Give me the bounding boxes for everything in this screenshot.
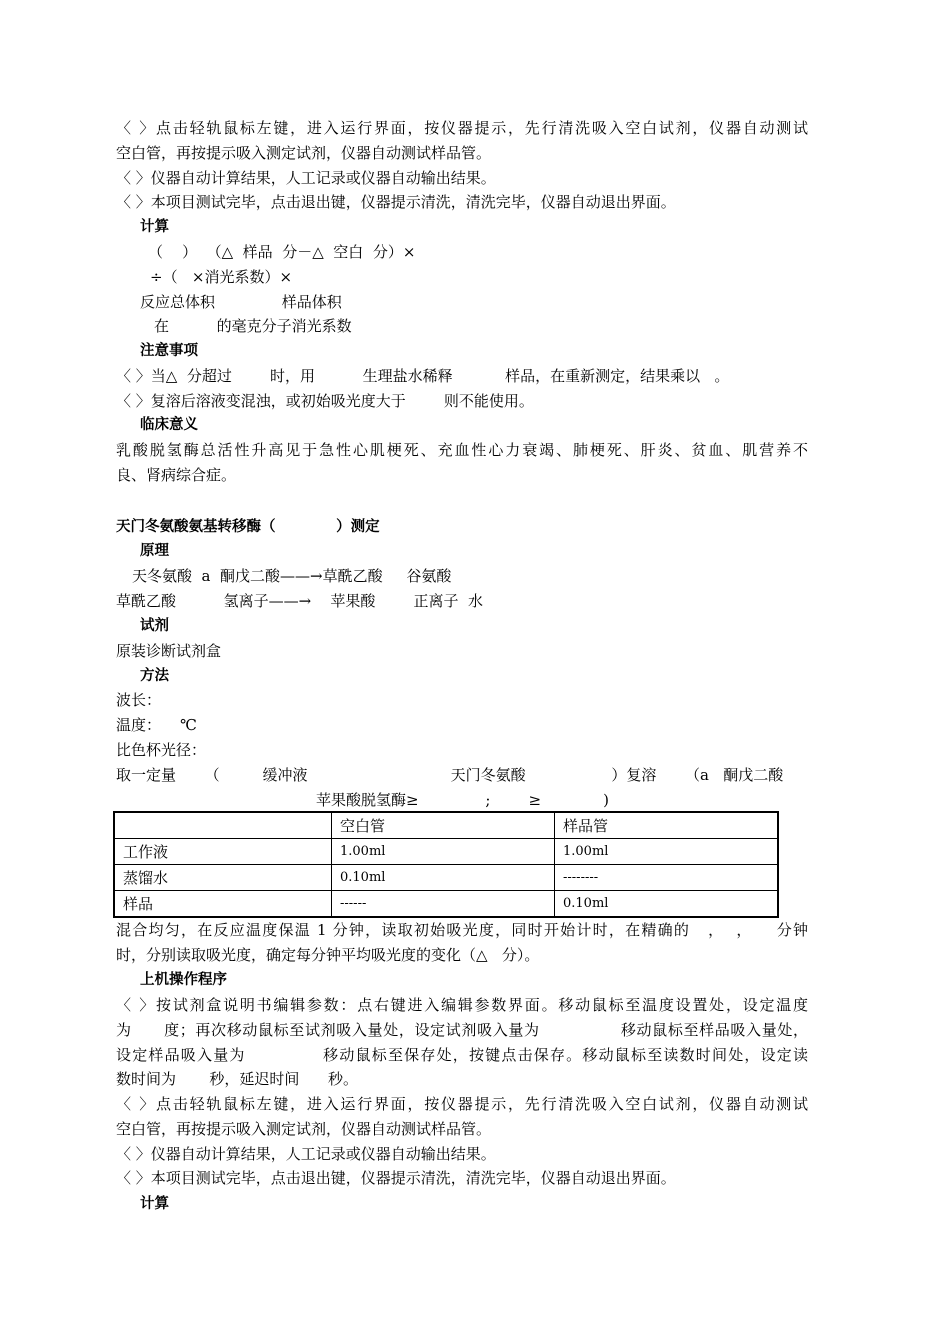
calc-heading-2: 计算 [140, 1196, 169, 1212]
table-cell: ------ [332, 891, 555, 918]
op-line-4: 〈 〉本项目测试完毕，点击退出键，仪器提示清洗，清洗完毕，仪器自动退出界面。 [116, 193, 676, 211]
table-header-cell: 样品管 [555, 812, 779, 839]
pipetting-table [113, 811, 779, 918]
table-cell: 0.10ml [332, 865, 555, 891]
section-title: 天门冬氨酸氨基转移酶（ ）测定 [116, 519, 380, 535]
table-cell: 样品 [114, 891, 332, 918]
clinical-heading: 临床意义 [140, 417, 198, 433]
program-line-3: 设定样品吸入量为 移动鼠标至保存处，按键点击保存。移动鼠标至读数时间处，设定读 [116, 1046, 808, 1064]
method-reconstitute: 取一定量 （ 缓冲液 天门冬氨酸 ）复溶 （a 酮戊二酸 [116, 766, 784, 784]
principle-heading: 原理 [140, 543, 169, 559]
calc-line-3: 反应总体积 样品体积 [140, 293, 342, 311]
table-row [114, 839, 778, 865]
table-row [114, 891, 778, 918]
program-line-7: 〈 〉仪器自动计算结果，人工记录或仪器自动输出结果。 [116, 1145, 496, 1163]
method-wavelength: 波长： [116, 691, 162, 709]
calc-line-4: 在 的毫克分子消光系数 [154, 317, 352, 335]
notes-line-2: 〈 〉复溶后溶液变混浊，或初始吸光度大于 则不能使用。 [116, 392, 534, 410]
clinical-line-1: 乳酸脱氢酶总活性升高见于急性心肌梗死、充血性心力衰竭、肺梗死、肝炎、贫血、肌营养不 [116, 441, 808, 459]
table-header-cell [114, 812, 332, 839]
calc-heading: 计算 [140, 219, 169, 235]
notes-heading: 注意事项 [140, 343, 198, 359]
program-line-1: 〈 〉按试剂盒说明书编辑参数：点右键进入编辑参数界面。移动鼠标至温度设置处，设定温度 [116, 996, 808, 1014]
reagent-text: 原装诊断试剂盒 [116, 642, 222, 660]
program-line-5: 〈 〉点击轻轨鼠标左键，进入运行界面，按仪器提示，先行清洗吸入空白试剂，仪器自动测试 [116, 1095, 808, 1113]
program-heading: 上机操作程序 [140, 972, 227, 988]
reagent-heading: 试剂 [140, 618, 169, 634]
table-row [114, 865, 778, 891]
op-line-2: 空白管，再按提示吸入测定试剂，仪器自动测试样品管。 [116, 144, 492, 162]
program-line-2: 为 度；再次移动鼠标至试剂吸入量处，设定试剂吸入量为 移动鼠标至样品吸入量处， [116, 1021, 808, 1039]
op-line-3: 〈 〉仪器自动计算结果，人工记录或仪器自动输出结果。 [116, 169, 496, 187]
program-line-4: 数时间为 秒，延迟时间 秒。 [116, 1070, 358, 1088]
notes-line-1: 〈 〉当△ 分超过 时，用 生理盐水稀释 样品，在重新测定，结果乘以 。 [116, 367, 730, 385]
principle-line-1: 天冬氨酸 a 酮戊二酸——→草酰乙酸 谷氨酸 [132, 567, 452, 585]
table-header-row [114, 812, 778, 839]
table-cell: 工作液 [114, 839, 332, 865]
table-cell: 0.10ml [555, 891, 779, 918]
table-cell: 1.00ml [555, 839, 779, 865]
principle-line-2: 草酰乙酸 氢离子——→ 苹果酸 正离子 水 [116, 592, 484, 610]
method-cuvette: 比色杯光径： [116, 741, 207, 759]
program-line-6: 空白管，再按提示吸入测定试剂，仪器自动测试样品管。 [116, 1120, 492, 1138]
method-mdh: 苹果酸脱氢酶≥ ; ≥ ) [316, 791, 609, 809]
mix-line-2: 时，分别读取吸光度，确定每分钟平均吸光度的变化（△ 分）。 [116, 946, 540, 964]
method-temperature: 温度： ℃ [116, 716, 197, 734]
program-line-8: 〈 〉本项目测试完毕，点击退出键，仪器提示清洗，清洗完毕，仪器自动退出界面。 [116, 1169, 676, 1187]
calc-line-1: （ ） （△ 样品 分－△ 空白 分）× [148, 243, 416, 261]
method-heading: 方法 [140, 668, 169, 684]
mix-line-1: 混合均匀，在反应温度保温 1 分钟，读取初始吸光度，同时开始计时，在精确的 ， ， 分钟 [116, 921, 808, 939]
table-cell: -------- [555, 865, 779, 891]
table-header-cell: 空白管 [332, 812, 555, 839]
op-line-1: 〈 〉点击轻轨鼠标左键，进入运行界面，按仪器提示，先行清洗吸入空白试剂，仪器自动测试 [116, 119, 808, 137]
table-cell: 1.00ml [332, 839, 555, 865]
clinical-line-2: 良、肾病综合症。 [116, 466, 237, 484]
calc-line-2: ÷（ ×消光系数）× [150, 268, 293, 286]
table-cell: 蒸馏水 [114, 865, 332, 891]
